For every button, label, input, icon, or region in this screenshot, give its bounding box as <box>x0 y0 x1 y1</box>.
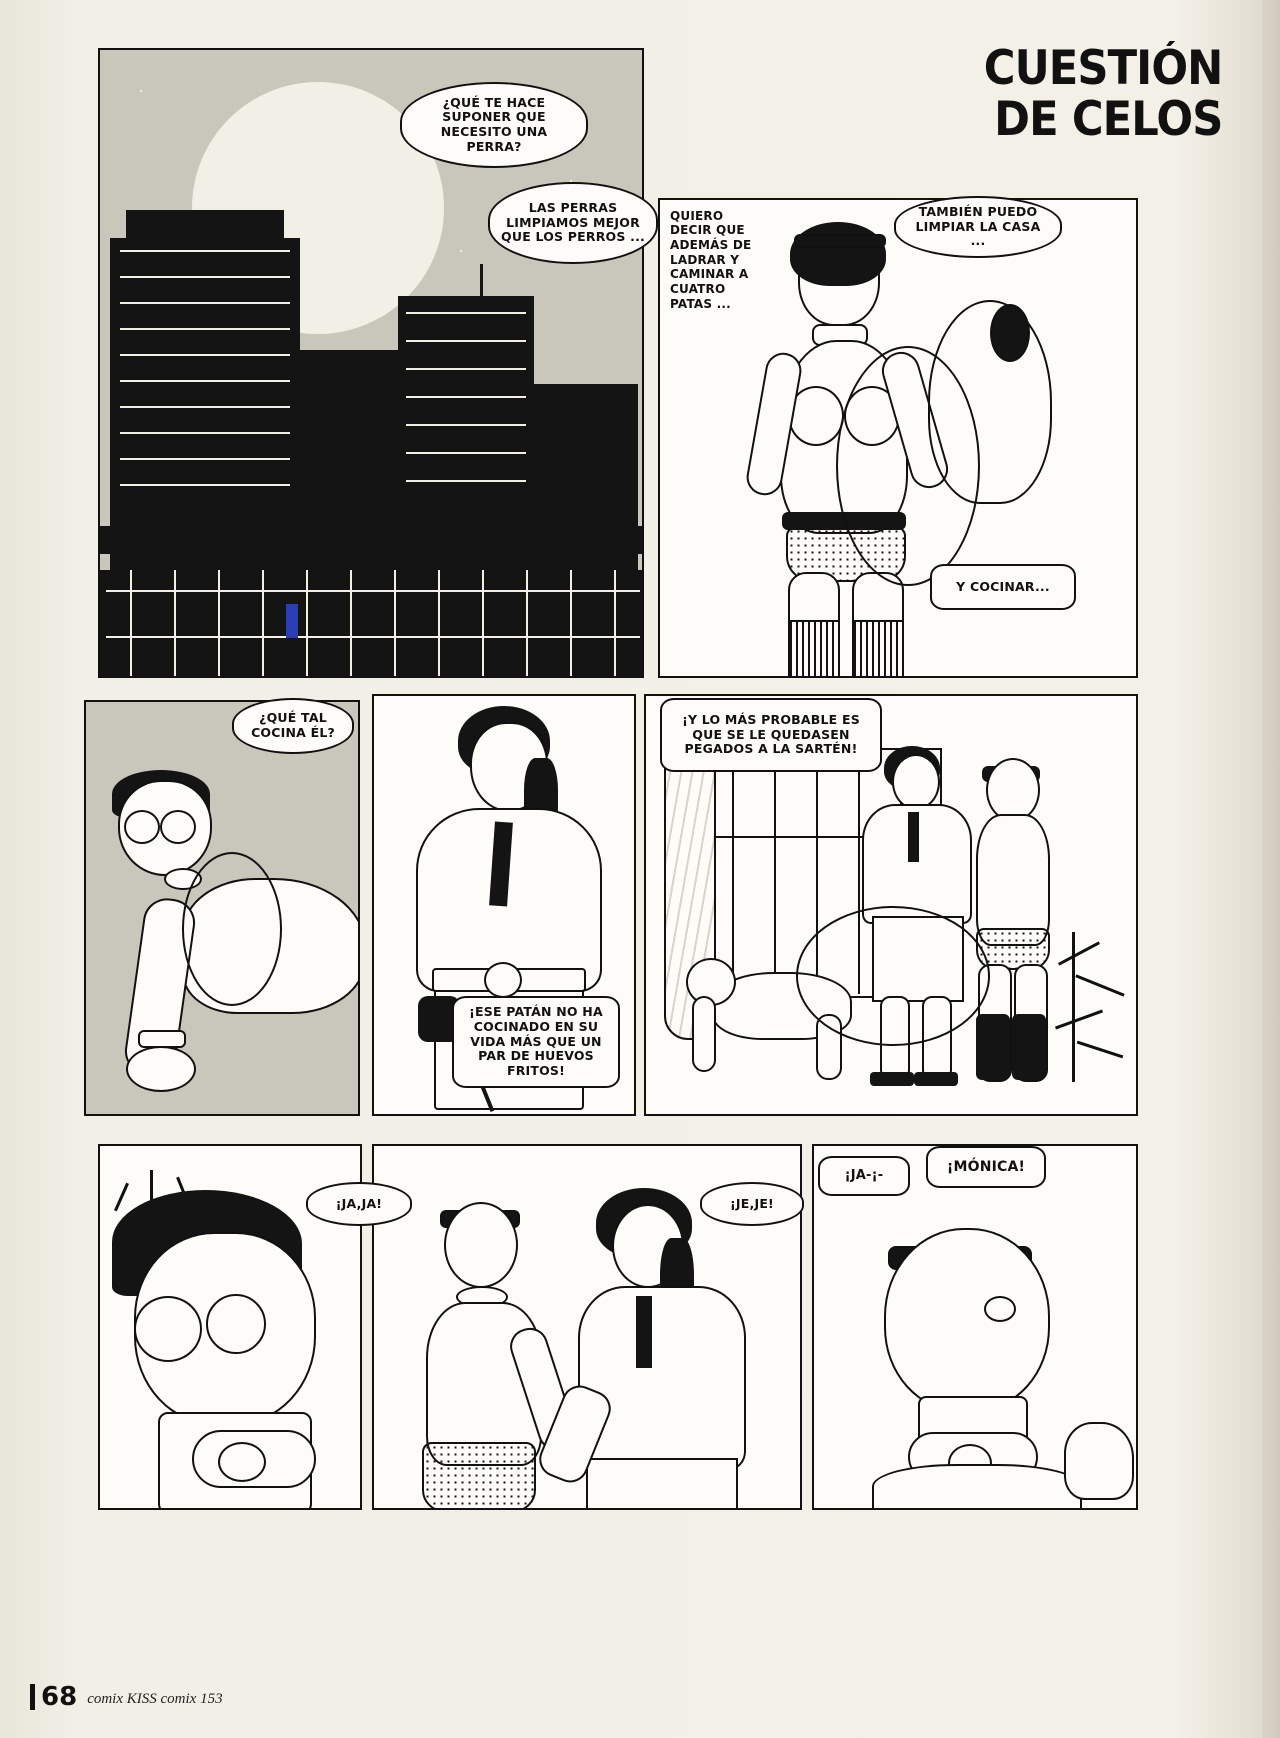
p8-eye <box>984 1296 1016 1322</box>
man-hand <box>126 1046 196 1092</box>
bubble-quiero-decir: QUIERO DECIR QUE ADEMÁS DE LADRAR Y CAMINAR A CUATRO PATAS ... <box>670 208 752 311</box>
woman-stocking-right <box>852 620 904 678</box>
room-suitwoman-shoe-r <box>914 1072 958 1086</box>
man-leash <box>182 852 282 1006</box>
p8-hand <box>1064 1422 1134 1500</box>
room-suitwoman-shoe-l <box>870 1072 914 1086</box>
man-glasses-left <box>124 810 160 844</box>
p7-brunette-jacket <box>578 1286 746 1470</box>
page-number: 68 <box>30 1684 77 1710</box>
room-suitwoman-tie <box>908 812 919 862</box>
p7-brunette-tie <box>636 1296 652 1368</box>
man-wristband <box>138 1030 186 1048</box>
room-blonde-torso <box>976 814 1050 946</box>
p7-blonde-head <box>444 1202 518 1288</box>
closeup-glasses-right <box>206 1294 266 1354</box>
room-suitwoman-head <box>892 754 940 810</box>
suit-woman-buckle <box>484 962 522 998</box>
title-line-2: DE CELOS <box>993 91 1222 147</box>
room-man-arm <box>692 996 716 1072</box>
bubble-ese-patan: ¡ESE PATÁN NO HA COCINADO EN SU VIDA MÁS QUE UN PAR DE HUEVOS FRITOS! <box>452 996 620 1088</box>
page-edge-shadow <box>1262 0 1280 1738</box>
bubble-tambien-puedo: TAMBIÉN PUEDO LIMPIAR LA CASA ... <box>894 196 1062 258</box>
bubble-las-perras: LAS PERRAS LIMPIAMOS MEJOR QUE LOS PERROS ... <box>488 182 658 264</box>
p8-shoulder <box>872 1464 1082 1510</box>
p7-brunette-skirt <box>586 1458 738 1510</box>
p8-head <box>884 1228 1050 1412</box>
page-title <box>983 41 1222 147</box>
title-line-1: CUESTIÓN <box>983 41 1222 96</box>
bubble-ja-small: ¡JA-¡- <box>818 1156 910 1196</box>
room-blonde-boot-l <box>976 1014 1010 1080</box>
panel-8-woman-closeup <box>812 1144 1138 1510</box>
room-blonde-head <box>986 758 1040 822</box>
leash-handle <box>990 304 1030 362</box>
bubble-je-je: ¡JE,JE! <box>700 1182 804 1226</box>
bubble-y-cocinar: Y COCINAR... <box>930 564 1076 610</box>
room-blonde-boot-r <box>1012 1014 1046 1080</box>
p7-blonde-panties <box>422 1442 536 1510</box>
publication-name: comix KISS comix 153 <box>87 1691 223 1707</box>
closeup-glasses-left <box>134 1296 202 1362</box>
bubble-que-te-hace: ¿QUÉ TE HACE SUPONER QUE NECESITO UNA PERRA? <box>400 82 588 168</box>
panel-3-man-crawling <box>84 700 360 1116</box>
bubble-y-lo-mas-probable: ¡Y LO MÁS PROBABLE ES QUE SE LE QUEDASEN PEGADOS A LA SARTÉN! <box>660 698 882 772</box>
bubble-ja-ja: ¡JA,JA! <box>306 1182 412 1226</box>
bubble-que-tal-cocina: ¿QUÉ TAL COCINA ÉL? <box>232 698 354 754</box>
woman-hair <box>790 222 886 286</box>
woman-stocking-left <box>788 620 840 678</box>
highlight-window <box>286 604 298 638</box>
closeup-collar-ring <box>218 1442 266 1482</box>
woman-headband <box>794 234 886 248</box>
room-leash <box>796 906 990 1046</box>
folio <box>30 1684 223 1710</box>
man-glasses-right <box>160 810 196 844</box>
leash-lower <box>836 346 980 586</box>
plant <box>1054 932 1134 1092</box>
bubble-monica: ¡MÓNICA! <box>926 1146 1046 1188</box>
